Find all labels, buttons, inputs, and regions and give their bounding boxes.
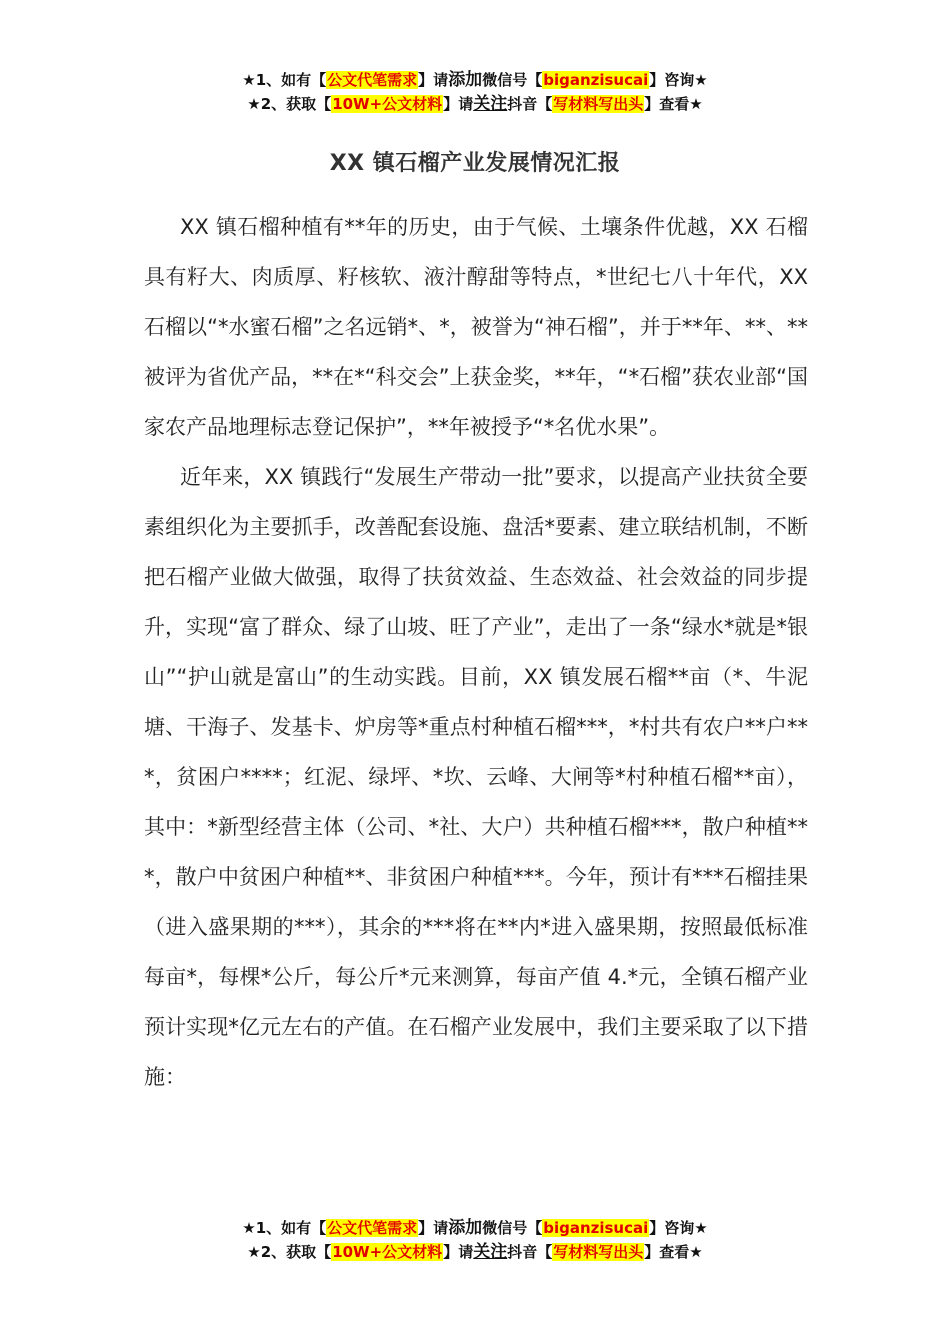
- document-body: [144, 202, 808, 1102]
- banner-line-2: ★2、获取【10W+公文材料】请关注抖音【写材料写出头】查看★: [247, 94, 703, 114]
- highlight-service: 公文代笔需求: [327, 71, 418, 89]
- paragraph: 近年来，XX 镇践行“发展生产带动一批”要求，以提高产业扶贫全要素组织化为主要抓手，改善配套设施、盘活*要素、建立联结机制，不断把石榴产业做大做强，取得了扶贫效益、生态效益、社会效益的同步提升，实现“富了群众、绿了山坡、旺了产业”，走出了一条“绿水*就是*银山”“护山就是富山”的生动实践。目前，XX 镇发展石榴**亩（*、牛泥塘、干海子、发基卡、炉房等*重点村种植石榴***，*村共有农户**户***，贫困户****；红泥、绿坪、*坎、云峰、大闸等*村种植石榴**亩），其中：*新型经营主体（公司、*社、大户）共种植石榴***，散户种植***，散户中贫困户种植**、非贫困户种植***。今年，预计有***石榴挂果（进入盛果期的***），其余的***将在**内*进入盛果期，按照最低标准每亩*，每棵*公斤，每公斤*元来测算，每亩产值 4.*元，全镇石榴产业预计实现*亿元左右的产值。在石榴产业发展中，我们主要采取了以下措施：: [144, 465, 808, 1089]
- banner-line-1: ★1、如有【公文代笔需求】请添加微信号【biganzisucai】咨询★: [242, 70, 708, 90]
- header-banner: [0, 68, 950, 116]
- highlight-douyin-account: 写材料写出头: [553, 1243, 644, 1261]
- banner-line-2: ★2、获取【10W+公文材料】请关注抖音【写材料写出头】查看★: [247, 1242, 703, 1262]
- highlight-materials: 10W+公文材料: [332, 1243, 443, 1261]
- highlight-materials: 10W+公文材料: [332, 95, 443, 113]
- banner-line-1: ★1、如有【公文代笔需求】请添加微信号【biganzisucai】咨询★: [242, 1218, 708, 1238]
- highlight-wechat-id: biganzisucai: [543, 71, 649, 89]
- document-title: XX 镇石榴产业发展情况汇报: [329, 151, 621, 176]
- highlight-service: 公文代笔需求: [327, 1219, 418, 1237]
- highlight-douyin-account: 写材料写出头: [553, 95, 644, 113]
- highlight-wechat-id: biganzisucai: [543, 1219, 649, 1237]
- paragraph: XX 镇石榴种植有**年的历史，由于气候、土壤条件优越，XX 石榴具有籽大、肉质厚、籽核软、液汁醇甜等特点，*世纪七八十年代，XX 石榴以“*水蜜石榴”之名远销*、*，被誉为“神石榴”，并于**年、**、**被评为省优产品，**在*“科交会”上获金奖，**年，“*石榴”获农业部“国家农产品地理标志登记保护”，**年被授予“*名优水果”。: [144, 215, 808, 439]
- footer-banner: [0, 1216, 950, 1264]
